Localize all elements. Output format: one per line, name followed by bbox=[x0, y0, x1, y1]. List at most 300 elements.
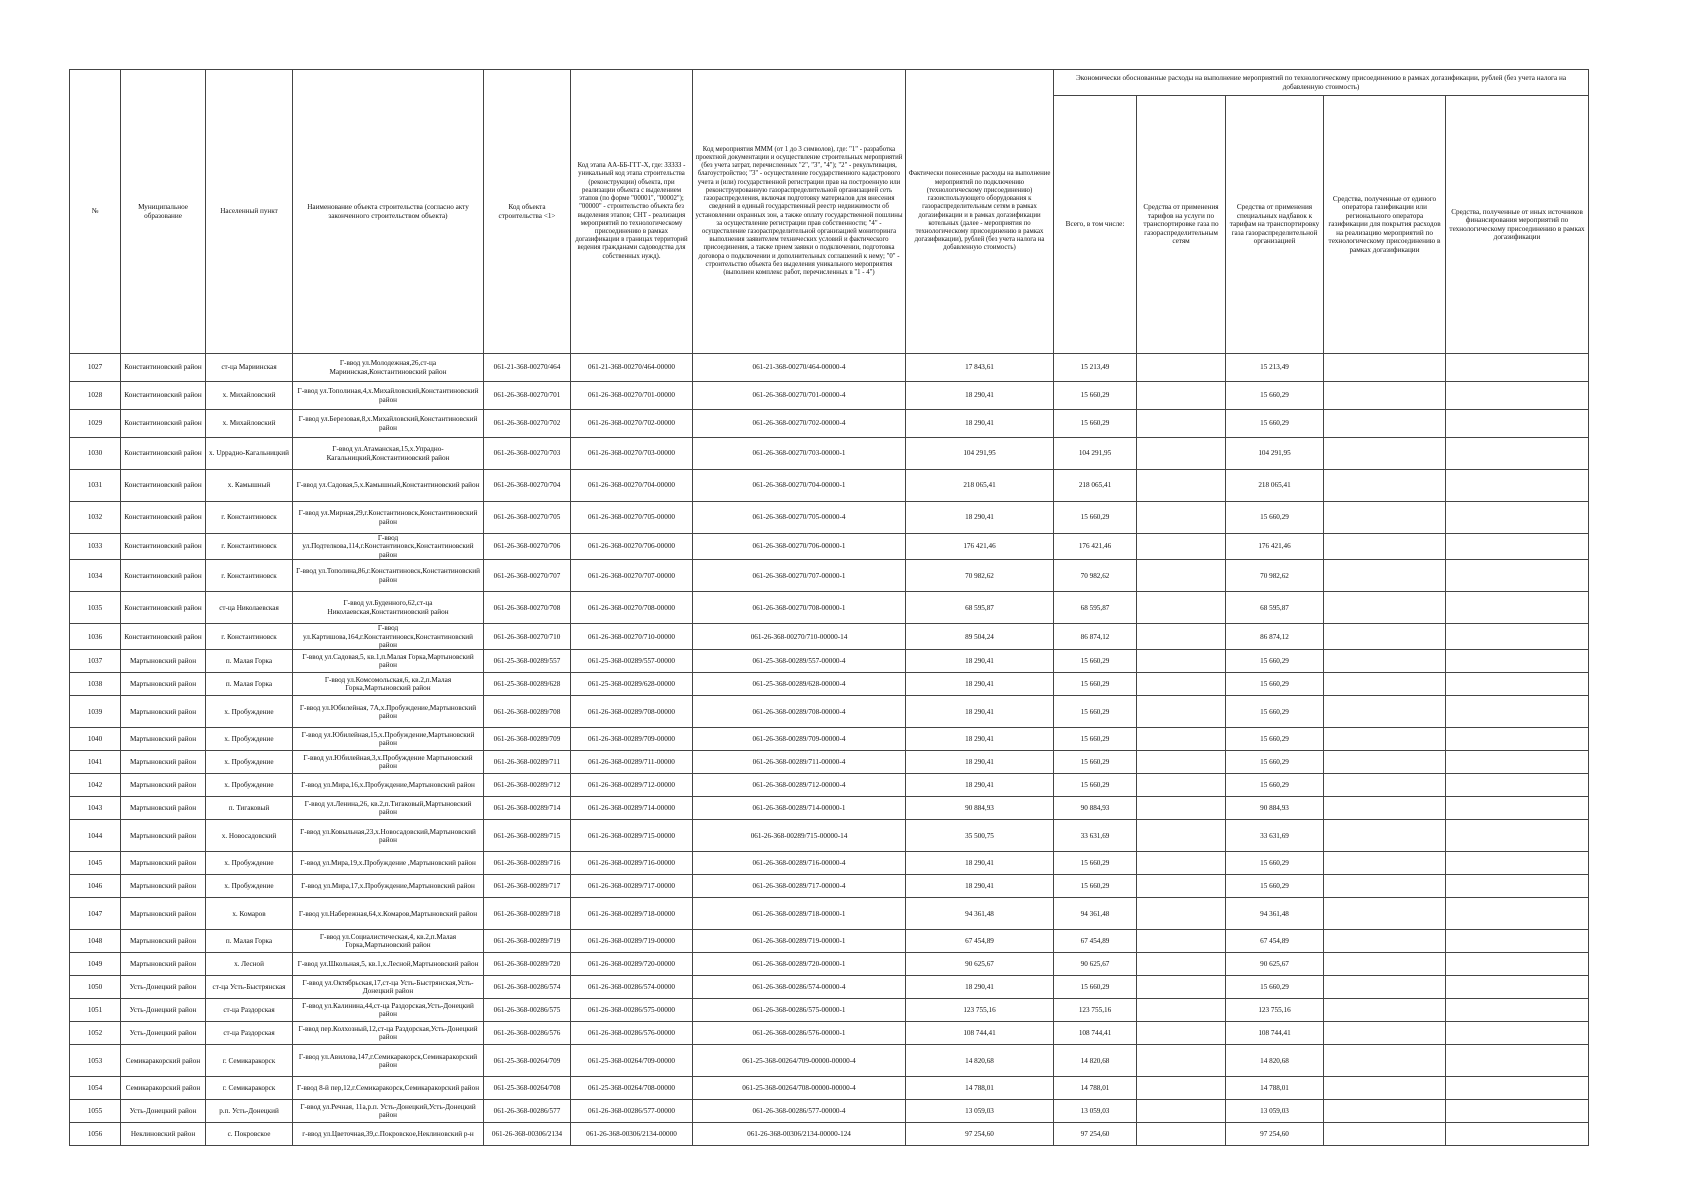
cell-tariff bbox=[1137, 953, 1226, 976]
header-event-code: Код мероприятия МММ (от 1 до 3 символов), где: "1" - разработка проектной документации и осуществление строительных мероприятий (без учета затрат, перечисленных "2", "3", "4"); "2" - рекультивация, благоустройство; "3" - осуществление государственного кадастрового учета и (или) государственной регистрации прав на построенную или реконструированную газораспределительной организацией сеть газораспределения, включая подготовку материалов для внесения сведений в единый государственный реестр недвижимости об установлении охранных зон, а также оплату государственной пошлины за осуществление регистрации прав собственности; "4" - осуществление газораспределительной организацией мониторинга выполнения заявителем технических условий и фактического присоединения, а также прием заявки о подключении, подготовка договора о подключении и дополнительных соглашений к нему; "0" - строительство объекта без выделения уникального мероприятия (выполнен комплекс работ, перечисленных в "1 - 4") bbox=[693, 70, 906, 354]
table-row bbox=[70, 534, 1589, 560]
cell-event-code: 061-26-368-00289/720-00000-1 bbox=[693, 953, 906, 976]
cell-tariff bbox=[1137, 875, 1226, 898]
cell-other-sources bbox=[1446, 502, 1589, 534]
cell-settlement: х. Новосадовский bbox=[206, 820, 293, 852]
table-row bbox=[70, 624, 1589, 650]
cell-total: 15 660,29 bbox=[1054, 728, 1137, 751]
cell-other-sources bbox=[1446, 673, 1589, 696]
header-other-sources: Средства, полученные от иных источников финансирования мероприятий по технологическому присоединению в рамках догазификации bbox=[1446, 96, 1589, 354]
cell-total: 15 660,29 bbox=[1054, 852, 1137, 875]
cell-no: 1048 bbox=[70, 930, 121, 953]
cell-total: 68 595,87 bbox=[1054, 592, 1137, 624]
cell-stage-code: 061-26-368-00270/708-00000 bbox=[571, 592, 693, 624]
cell-total: 176 421,46 bbox=[1054, 534, 1137, 560]
cell-event-code: 061-25-368-00264/709-00000-00000-4 bbox=[693, 1045, 906, 1077]
cell-settlement: п. Тигаковый bbox=[206, 797, 293, 820]
cell-special-markups: 90 625,67 bbox=[1226, 953, 1324, 976]
cell-object-name: Г-ввод ул.Мира,19,х.Пробуждение ,Мартыновский район bbox=[293, 852, 484, 875]
cell-stage-code: 061-26-368-00270/703-00000 bbox=[571, 438, 693, 470]
cell-special-markups: 13 059,03 bbox=[1226, 1100, 1324, 1123]
cell-object-name: Г-ввод ул.Юбилейная, 7А,х.Пробуждение,Мартыновский район bbox=[293, 696, 484, 728]
cell-tariff bbox=[1137, 470, 1226, 502]
cell-object-code: 061-26-368-00289/719 bbox=[484, 930, 571, 953]
cell-object-code: 061-26-368-00270/707 bbox=[484, 560, 571, 592]
cell-settlement: ст-ца Раздорская bbox=[206, 999, 293, 1022]
cell-municipality: Мартыновский район bbox=[121, 696, 206, 728]
cell-stage-code: 061-26-368-00286/574-00000 bbox=[571, 976, 693, 999]
cell-object-code: 061-25-368-00264/709 bbox=[484, 1045, 571, 1077]
cell-actual-costs: 18 290,41 bbox=[906, 696, 1054, 728]
cell-operator-funds bbox=[1324, 852, 1446, 875]
cell-special-markups: 90 884,93 bbox=[1226, 797, 1324, 820]
cell-actual-costs: 18 290,41 bbox=[906, 382, 1054, 410]
cell-other-sources bbox=[1446, 382, 1589, 410]
cell-municipality: Мартыновский район bbox=[121, 774, 206, 797]
cell-event-code: 061-26-368-00286/575-00000-1 bbox=[693, 999, 906, 1022]
cell-other-sources bbox=[1446, 930, 1589, 953]
cell-operator-funds bbox=[1324, 534, 1446, 560]
cell-actual-costs: 123 755,16 bbox=[906, 999, 1054, 1022]
cell-operator-funds bbox=[1324, 751, 1446, 774]
cell-object-name: Г-ввод ул.Юбилейная,3,х.Пробуждение Мартыновский район bbox=[293, 751, 484, 774]
cell-municipality: Константиновский район bbox=[121, 560, 206, 592]
cell-no: 1040 bbox=[70, 728, 121, 751]
table-row bbox=[70, 1022, 1589, 1045]
cell-special-markups: 15 660,29 bbox=[1226, 751, 1324, 774]
cell-municipality: Усть-Донецкий район bbox=[121, 976, 206, 999]
cell-municipality: Мартыновский район bbox=[121, 650, 206, 673]
cell-special-markups: 15 660,29 bbox=[1226, 852, 1324, 875]
cell-operator-funds bbox=[1324, 673, 1446, 696]
cell-event-code: 061-26-368-00286/577-00000-4 bbox=[693, 1100, 906, 1123]
cell-event-code: 061-26-368-00306/2134-00000-124 bbox=[693, 1123, 906, 1146]
cell-settlement: п. Малая Горка bbox=[206, 930, 293, 953]
cell-no: 1036 bbox=[70, 624, 121, 650]
cell-special-markups: 14 820,68 bbox=[1226, 1045, 1324, 1077]
cell-actual-costs: 218 065,41 bbox=[906, 470, 1054, 502]
cell-total: 90 625,67 bbox=[1054, 953, 1137, 976]
cell-stage-code: 061-25-368-00289/628-00000 bbox=[571, 673, 693, 696]
cell-special-markups: 15 660,29 bbox=[1226, 382, 1324, 410]
header-settlement: Населенный пункт bbox=[206, 70, 293, 354]
cell-object-name: Г-ввод ул.Тополиная,4,х.Михайловский,Константиновский район bbox=[293, 382, 484, 410]
cell-municipality: Мартыновский район bbox=[121, 930, 206, 953]
cell-no: 1042 bbox=[70, 774, 121, 797]
cell-other-sources bbox=[1446, 852, 1589, 875]
cell-total: 14 820,68 bbox=[1054, 1045, 1137, 1077]
cell-other-sources bbox=[1446, 1045, 1589, 1077]
table-row bbox=[70, 999, 1589, 1022]
cell-actual-costs: 176 421,46 bbox=[906, 534, 1054, 560]
cell-municipality: Мартыновский район bbox=[121, 673, 206, 696]
cell-object-name: Г-ввод ул.Калинина,44,ст-ца Раздорская,Усть-Донецкий район bbox=[293, 999, 484, 1022]
cell-tariff bbox=[1137, 797, 1226, 820]
cell-operator-funds bbox=[1324, 502, 1446, 534]
cell-event-code: 061-26-368-00270/706-00000-1 bbox=[693, 534, 906, 560]
cell-actual-costs: 90 625,67 bbox=[906, 953, 1054, 976]
cell-no: 1031 bbox=[70, 470, 121, 502]
cell-stage-code: 061-26-368-00270/706-00000 bbox=[571, 534, 693, 560]
cell-special-markups: 15 660,29 bbox=[1226, 696, 1324, 728]
cell-stage-code: 061-26-368-00289/716-00000 bbox=[571, 852, 693, 875]
table-row bbox=[70, 953, 1589, 976]
table-row bbox=[70, 728, 1589, 751]
cell-tariff bbox=[1137, 696, 1226, 728]
cell-no: 1038 bbox=[70, 673, 121, 696]
cell-object-code: 061-26-368-00289/711 bbox=[484, 751, 571, 774]
cell-operator-funds bbox=[1324, 820, 1446, 852]
cell-municipality: Семикаракорский район bbox=[121, 1045, 206, 1077]
cell-object-code: 061-26-368-00289/717 bbox=[484, 875, 571, 898]
cell-settlement: ст-ца Николаевская bbox=[206, 592, 293, 624]
cell-object-name: Г-ввод ул.Тополина,86,г.Константиновск,Константиновский район bbox=[293, 560, 484, 592]
cell-actual-costs: 18 290,41 bbox=[906, 410, 1054, 438]
header-object-code: Код объекта строительства <1> bbox=[484, 70, 571, 354]
cell-stage-code: 061-26-368-00306/2134-00000 bbox=[571, 1123, 693, 1146]
cell-actual-costs: 18 290,41 bbox=[906, 502, 1054, 534]
cell-actual-costs: 97 254,60 bbox=[906, 1123, 1054, 1146]
cell-other-sources bbox=[1446, 592, 1589, 624]
cell-special-markups: 68 595,87 bbox=[1226, 592, 1324, 624]
table-row bbox=[70, 1077, 1589, 1100]
cell-settlement: г. Константиновск bbox=[206, 534, 293, 560]
cell-total: 15 660,29 bbox=[1054, 751, 1137, 774]
cell-event-code: 061-26-368-00270/702-00000-4 bbox=[693, 410, 906, 438]
cell-municipality: Мартыновский район bbox=[121, 797, 206, 820]
cell-settlement: р.п. Усть-Донецкий bbox=[206, 1100, 293, 1123]
cell-no: 1045 bbox=[70, 852, 121, 875]
cell-other-sources bbox=[1446, 751, 1589, 774]
cell-actual-costs: 104 291,95 bbox=[906, 438, 1054, 470]
cell-object-name: Г-ввод ул.Березовая,8,х.Михайловский,Константиновский район bbox=[293, 410, 484, 438]
cell-no: 1054 bbox=[70, 1077, 121, 1100]
cell-special-markups: 104 291,95 bbox=[1226, 438, 1324, 470]
cell-event-code: 061-26-368-00270/703-00000-1 bbox=[693, 438, 906, 470]
cell-actual-costs: 68 595,87 bbox=[906, 592, 1054, 624]
table-row bbox=[70, 976, 1589, 999]
cell-object-code: 061-26-368-00270/710 bbox=[484, 624, 571, 650]
table-row bbox=[70, 820, 1589, 852]
cell-total: 86 874,12 bbox=[1054, 624, 1137, 650]
cell-total: 97 254,60 bbox=[1054, 1123, 1137, 1146]
cell-stage-code: 061-26-368-00289/718-00000 bbox=[571, 898, 693, 930]
cell-event-code: 061-26-368-00270/707-00000-1 bbox=[693, 560, 906, 592]
cell-stage-code: 061-21-368-00270/464-00000 bbox=[571, 354, 693, 382]
cell-special-markups: 70 982,62 bbox=[1226, 560, 1324, 592]
cell-other-sources bbox=[1446, 560, 1589, 592]
cell-object-name: Г-ввод ул.Буденного,62,ст-ца Николаевская,Константиновский район bbox=[293, 592, 484, 624]
cell-event-code: 061-26-368-00289/715-00000-14 bbox=[693, 820, 906, 852]
header-municipality: Муниципальное образование bbox=[121, 70, 206, 354]
cell-other-sources bbox=[1446, 728, 1589, 751]
cell-stage-code: 061-26-368-00289/708-00000 bbox=[571, 696, 693, 728]
cell-settlement: х. Пробуждение bbox=[206, 852, 293, 875]
cell-event-code: 061-25-368-00264/708-00000-00000-4 bbox=[693, 1077, 906, 1100]
cell-object-name: Г-ввод ул.Набережная,64,х.Комаров,Мартыновский район bbox=[293, 898, 484, 930]
cell-object-code: 061-25-368-00264/708 bbox=[484, 1077, 571, 1100]
table-row bbox=[70, 410, 1589, 438]
cell-tariff bbox=[1137, 560, 1226, 592]
cell-object-name: Г-ввод ул.Речная, 11а,р.п. Усть-Донецкий,Усть-Донецкий район bbox=[293, 1100, 484, 1123]
cell-other-sources bbox=[1446, 820, 1589, 852]
header-actual-costs: Фактически понесенные расходы на выполнение мероприятий по подключению (технологическому присоединению) газоиспользующего оборудования к газораспределительным сетям в рамках догазификации и в рамках догазификации котельных (далее - мероприятия по технологическому присоединению в рамках догазификации), рублей (без учета налога на добавленную стоимость) bbox=[906, 70, 1054, 354]
cell-event-code: 061-26-368-00270/705-00000-4 bbox=[693, 502, 906, 534]
cell-municipality: Усть-Донецкий район bbox=[121, 1100, 206, 1123]
cell-other-sources bbox=[1446, 696, 1589, 728]
cell-total: 15 660,29 bbox=[1054, 976, 1137, 999]
cell-total: 13 059,03 bbox=[1054, 1100, 1137, 1123]
cell-event-code: 061-26-368-00289/708-00000-4 bbox=[693, 696, 906, 728]
cell-special-markups: 15 213,49 bbox=[1226, 354, 1324, 382]
cell-object-name: Г-ввод ул.Ленина,26, кв.2,п.Тигаковый,Мартыновский район bbox=[293, 797, 484, 820]
cell-other-sources bbox=[1446, 534, 1589, 560]
table-row bbox=[70, 470, 1589, 502]
cell-total: 104 291,95 bbox=[1054, 438, 1137, 470]
table-row bbox=[70, 502, 1589, 534]
cell-stage-code: 061-26-368-00270/707-00000 bbox=[571, 560, 693, 592]
cell-total: 15 660,29 bbox=[1054, 502, 1137, 534]
cell-no: 1050 bbox=[70, 976, 121, 999]
cell-tariff bbox=[1137, 354, 1226, 382]
cell-actual-costs: 94 361,48 bbox=[906, 898, 1054, 930]
cell-tariff bbox=[1137, 382, 1226, 410]
cell-stage-code: 061-26-368-00289/714-00000 bbox=[571, 797, 693, 820]
cell-actual-costs: 13 059,03 bbox=[906, 1100, 1054, 1123]
cell-object-name: Г-ввод ул.Атаманская,15,х.Упрадно-Кагальницкий,Константиновский район bbox=[293, 438, 484, 470]
cell-municipality: Мартыновский район bbox=[121, 728, 206, 751]
cell-other-sources bbox=[1446, 976, 1589, 999]
table-row bbox=[70, 354, 1589, 382]
cell-special-markups: 15 660,29 bbox=[1226, 875, 1324, 898]
cell-event-code: 061-26-368-00289/716-00000-4 bbox=[693, 852, 906, 875]
cell-other-sources bbox=[1446, 774, 1589, 797]
cell-stage-code: 061-25-368-00264/708-00000 bbox=[571, 1077, 693, 1100]
cell-object-name: г-ввод ул.Цветочная,39,с.Покровское,Неклиновский р-н bbox=[293, 1123, 484, 1146]
cell-other-sources bbox=[1446, 354, 1589, 382]
header-no: № bbox=[70, 70, 121, 354]
cell-no: 1053 bbox=[70, 1045, 121, 1077]
cell-operator-funds bbox=[1324, 898, 1446, 930]
cell-operator-funds bbox=[1324, 1123, 1446, 1146]
cell-settlement: х. Пробуждение bbox=[206, 728, 293, 751]
cell-special-markups: 86 874,12 bbox=[1226, 624, 1324, 650]
cell-other-sources bbox=[1446, 470, 1589, 502]
cell-municipality: Константиновский район bbox=[121, 624, 206, 650]
cell-event-code: 061-26-368-00289/719-00000-1 bbox=[693, 930, 906, 953]
cell-settlement: х. Лесной bbox=[206, 953, 293, 976]
cell-event-code: 061-21-368-00270/464-00000-4 bbox=[693, 354, 906, 382]
cell-actual-costs: 18 290,41 bbox=[906, 852, 1054, 875]
cell-special-markups: 94 361,48 bbox=[1226, 898, 1324, 930]
cell-no: 1046 bbox=[70, 875, 121, 898]
cell-municipality: Мартыновский район bbox=[121, 852, 206, 875]
cell-operator-funds bbox=[1324, 382, 1446, 410]
cell-tariff bbox=[1137, 410, 1226, 438]
cell-settlement: х. Пробуждение bbox=[206, 774, 293, 797]
cell-municipality: Усть-Донецкий район bbox=[121, 1022, 206, 1045]
cell-special-markups: 15 660,29 bbox=[1226, 774, 1324, 797]
cell-municipality: Мартыновский район bbox=[121, 751, 206, 774]
cell-object-code: 061-26-368-00289/718 bbox=[484, 898, 571, 930]
cell-object-name: Г-ввод пер.Колхозный,12,ст-ца Раздорская,Усть-Донецкий район bbox=[293, 1022, 484, 1045]
cell-no: 1039 bbox=[70, 696, 121, 728]
cell-stage-code: 061-25-368-00264/709-00000 bbox=[571, 1045, 693, 1077]
cell-special-markups: 97 254,60 bbox=[1226, 1123, 1324, 1146]
cell-object-name: Г-ввод ул.Мирная,29,г.Константиновск,Константиновский район bbox=[293, 502, 484, 534]
cell-special-markups: 33 631,69 bbox=[1226, 820, 1324, 852]
cell-no: 1037 bbox=[70, 650, 121, 673]
cell-tariff bbox=[1137, 898, 1226, 930]
header-stage-code: Код этапа АА-ББ-ГГГ-Х, где: ЗЗЗЗЗ - уникальный код этапа строительства (реконструкции) объекта, при реализации объекта с выделением этапов (по форме "00001", "00002"); "00000" - строительство объекта без выделения этапов; СНТ - реализация мероприятий по технологическому присоединению в рамках догазификации в границах территорий ведения гражданами садоводства для собственных нужд). bbox=[571, 70, 693, 354]
header-operator-funds: Средства, полученные от единого оператора газификации или регионального оператора газификации для покрытия расходов на реализацию мероприятий по технологическому присоединению в рамках догазификации bbox=[1324, 96, 1446, 354]
cell-tariff bbox=[1137, 1022, 1226, 1045]
cell-no: 1056 bbox=[70, 1123, 121, 1146]
cell-total: 67 454,89 bbox=[1054, 930, 1137, 953]
cell-object-code: 061-26-368-00270/706 bbox=[484, 534, 571, 560]
cell-total: 15 213,49 bbox=[1054, 354, 1137, 382]
cell-other-sources bbox=[1446, 410, 1589, 438]
cell-object-code: 061-26-368-00270/703 bbox=[484, 438, 571, 470]
cell-event-code: 061-25-368-00289/628-00000-4 bbox=[693, 673, 906, 696]
cell-special-markups: 15 660,29 bbox=[1226, 976, 1324, 999]
cell-other-sources bbox=[1446, 898, 1589, 930]
table-row bbox=[70, 673, 1589, 696]
cell-total: 15 660,29 bbox=[1054, 382, 1137, 410]
cell-special-markups: 176 421,46 bbox=[1226, 534, 1324, 560]
cell-tariff bbox=[1137, 852, 1226, 875]
cell-operator-funds bbox=[1324, 560, 1446, 592]
cell-total: 15 660,29 bbox=[1054, 875, 1137, 898]
cell-actual-costs: 18 290,41 bbox=[906, 728, 1054, 751]
cell-other-sources bbox=[1446, 953, 1589, 976]
cell-object-name: Г-ввод ул.Садовая,5,х.Камышный,Константиновский район bbox=[293, 470, 484, 502]
cell-no: 1051 bbox=[70, 999, 121, 1022]
cell-stage-code: 061-26-368-00270/702-00000 bbox=[571, 410, 693, 438]
cell-actual-costs: 18 290,41 bbox=[906, 875, 1054, 898]
cell-settlement: х. Михайловский bbox=[206, 410, 293, 438]
cell-operator-funds bbox=[1324, 650, 1446, 673]
cell-event-code: 061-26-368-00270/710-00000-14 bbox=[693, 624, 906, 650]
cell-no: 1030 bbox=[70, 438, 121, 470]
cell-actual-costs: 35 500,75 bbox=[906, 820, 1054, 852]
cell-object-name: Г-ввод ул.Молодежная,26,ст-ца Мариинская,Константиновский район bbox=[293, 354, 484, 382]
cell-no: 1043 bbox=[70, 797, 121, 820]
cell-special-markups: 15 660,29 bbox=[1226, 502, 1324, 534]
cell-special-markups: 15 660,29 bbox=[1226, 673, 1324, 696]
cell-tariff bbox=[1137, 728, 1226, 751]
cell-special-markups: 218 065,41 bbox=[1226, 470, 1324, 502]
cell-stage-code: 061-26-368-00289/717-00000 bbox=[571, 875, 693, 898]
cell-settlement: х. Upрадно-Кагальницкий bbox=[206, 438, 293, 470]
cell-tariff bbox=[1137, 774, 1226, 797]
cell-other-sources bbox=[1446, 1077, 1589, 1100]
cell-object-code: 061-26-368-00270/705 bbox=[484, 502, 571, 534]
cell-settlement: х. Пробуждение bbox=[206, 875, 293, 898]
header-total: Всего, в том числе: bbox=[1054, 96, 1137, 354]
cell-tariff bbox=[1137, 624, 1226, 650]
cell-event-code: 061-26-368-00286/576-00000-1 bbox=[693, 1022, 906, 1045]
cell-settlement: ст-ца Мариинская bbox=[206, 354, 293, 382]
cell-no: 1049 bbox=[70, 953, 121, 976]
cell-actual-costs: 18 290,41 bbox=[906, 976, 1054, 999]
cell-stage-code: 061-26-368-00286/575-00000 bbox=[571, 999, 693, 1022]
cell-other-sources bbox=[1446, 797, 1589, 820]
cell-operator-funds bbox=[1324, 976, 1446, 999]
cell-settlement: х. Камышный bbox=[206, 470, 293, 502]
table-row bbox=[70, 1045, 1589, 1077]
cell-event-code: 061-26-368-00289/711-00000-4 bbox=[693, 751, 906, 774]
cell-object-code: 061-26-368-00286/576 bbox=[484, 1022, 571, 1045]
cell-stage-code: 061-26-368-00289/720-00000 bbox=[571, 953, 693, 976]
cell-operator-funds bbox=[1324, 1077, 1446, 1100]
cell-municipality: Семикаракорский район bbox=[121, 1077, 206, 1100]
cell-no: 1047 bbox=[70, 898, 121, 930]
table-row bbox=[70, 797, 1589, 820]
cell-object-name: Г-ввод ул.Мира,16,х.Пробуждение,Мартыновский район bbox=[293, 774, 484, 797]
cell-municipality: Неклиновский район bbox=[121, 1123, 206, 1146]
cell-object-code: 061-26-368-00289/712 bbox=[484, 774, 571, 797]
header-group: Экономически обоснованные расходы на выполнение мероприятий по технологическому присоединению в рамках догазификации, рублей (без учета налога на добавленную стоимость) bbox=[1054, 70, 1589, 96]
cell-tariff bbox=[1137, 820, 1226, 852]
cell-other-sources bbox=[1446, 1100, 1589, 1123]
cell-total: 15 660,29 bbox=[1054, 774, 1137, 797]
cell-event-code: 061-26-368-00286/574-00000-4 bbox=[693, 976, 906, 999]
cell-municipality: Константиновский район bbox=[121, 592, 206, 624]
table-row bbox=[70, 852, 1589, 875]
table-row bbox=[70, 774, 1589, 797]
cell-actual-costs: 14 820,68 bbox=[906, 1045, 1054, 1077]
cell-operator-funds bbox=[1324, 1100, 1446, 1123]
table-row bbox=[70, 650, 1589, 673]
cell-settlement: ст-ца Усть-Быстрянская bbox=[206, 976, 293, 999]
cell-municipality: Мартыновский район bbox=[121, 953, 206, 976]
cell-other-sources bbox=[1446, 1022, 1589, 1045]
cell-tariff bbox=[1137, 751, 1226, 774]
cell-other-sources bbox=[1446, 624, 1589, 650]
cell-special-markups: 15 660,29 bbox=[1226, 650, 1324, 673]
cell-total: 108 744,41 bbox=[1054, 1022, 1137, 1045]
cell-actual-costs: 67 454,89 bbox=[906, 930, 1054, 953]
data-table bbox=[69, 69, 1589, 1146]
cell-object-code: 061-26-368-00289/720 bbox=[484, 953, 571, 976]
cell-event-code: 061-26-368-00270/701-00000-4 bbox=[693, 382, 906, 410]
cell-settlement: п. Малая Горка bbox=[206, 673, 293, 696]
cell-special-markups: 15 660,29 bbox=[1226, 410, 1324, 438]
cell-municipality: Константиновский район bbox=[121, 534, 206, 560]
cell-total: 15 660,29 bbox=[1054, 650, 1137, 673]
cell-no: 1055 bbox=[70, 1100, 121, 1123]
cell-actual-costs: 18 290,41 bbox=[906, 673, 1054, 696]
cell-event-code: 061-26-368-00289/717-00000-4 bbox=[693, 875, 906, 898]
cell-object-code: 061-26-368-00270/708 bbox=[484, 592, 571, 624]
cell-tariff bbox=[1137, 1123, 1226, 1146]
cell-stage-code: 061-26-368-00289/719-00000 bbox=[571, 930, 693, 953]
cell-settlement: г. Константиновск bbox=[206, 502, 293, 534]
cell-object-code: 061-26-368-00286/575 bbox=[484, 999, 571, 1022]
cell-municipality: Константиновский район bbox=[121, 438, 206, 470]
cell-stage-code: 061-26-368-00270/701-00000 bbox=[571, 382, 693, 410]
cell-tariff bbox=[1137, 534, 1226, 560]
cell-operator-funds bbox=[1324, 696, 1446, 728]
cell-total: 15 660,29 bbox=[1054, 696, 1137, 728]
cell-no: 1041 bbox=[70, 751, 121, 774]
cell-no: 1028 bbox=[70, 382, 121, 410]
cell-total: 123 755,16 bbox=[1054, 999, 1137, 1022]
cell-municipality: Константиновский район bbox=[121, 410, 206, 438]
table-row bbox=[70, 875, 1589, 898]
cell-other-sources bbox=[1446, 650, 1589, 673]
